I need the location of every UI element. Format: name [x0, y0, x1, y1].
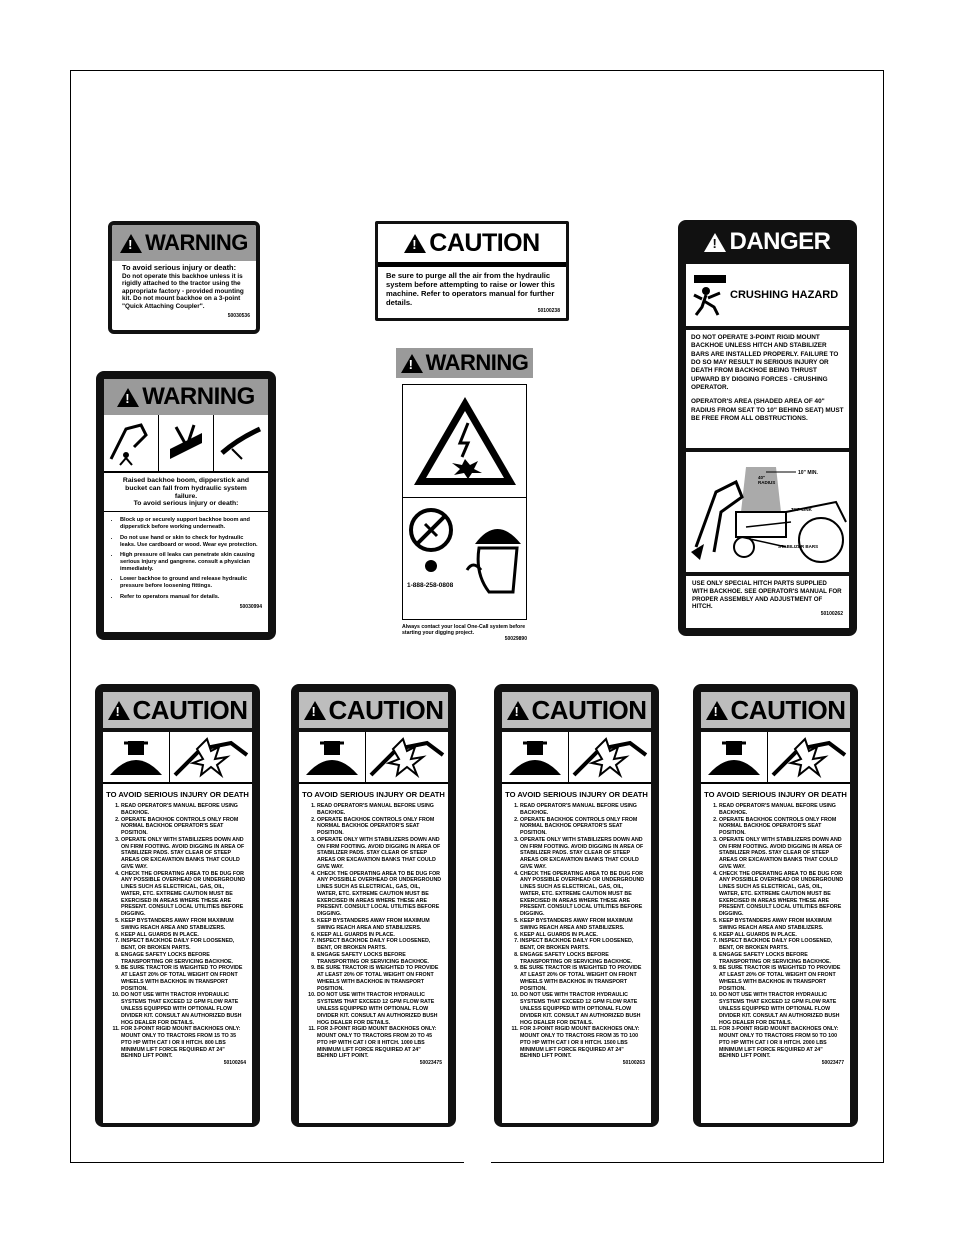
list-item: 9. BE SURE TRACTOR IS WEIGHTED TO PROVIDE AT LEAST 20% OF TOTAL WEIGHT ON FRONT WHEELS WITH BACKHOE IN TRANSPORT POSITION.	[317, 965, 442, 992]
alert-triangle-icon	[706, 701, 728, 720]
header-text: WARNING	[425, 350, 529, 375]
list-item: 11. FOR 3-POINT RIGID MOUNT BACKHOES ONLY: MOUNT ONLY TO TRACTORS FROM 35 TO 100 PTO HP WITH CAT I OR II HITCH. 1500 LBS MINIMUM LIFT FORCE REQUIRED AT 24" BEHIND LIFT POINT.	[520, 1026, 645, 1060]
overhead-line-pictogram	[768, 732, 850, 782]
decal-text: Be sure to purge all the air from the hydraulic system before attempting to raise or lower this machine. Refer to operators manual for further details.	[386, 271, 555, 307]
danger-crushing-decal	[678, 220, 857, 636]
decal-header	[502, 692, 651, 728]
part-number: 50100264	[223, 1060, 246, 1067]
list-item: 4. CHECK THE OPERATING AREA TO BE DUG FOR ANY POSSIBLE OVERHEAD OR UNDERGROUND LINES SUCH AS ELECTRICAL, GAS, OIL, WATER, ETC. EXTREME CAUTION MUST BE EXERCISED IN AREAS WHERE THESE ARE PRESENT. CONSULT LOCAL UTILITIES BEFORE DIGGING.	[719, 871, 844, 918]
electrical-hazard-icon	[410, 393, 520, 489]
hitch-diagram	[686, 452, 849, 572]
decal-header	[104, 379, 268, 415]
hazard-pictograms	[299, 732, 448, 784]
hazard-banner	[686, 264, 849, 326]
list-item: 10. DO NOT USE WITH TRACTOR HYDRAULIC SYSTEMS THAT EXCEED 12 GPM FLOW RATE UNLESS EQUIPPED WITH OPTIONAL FLOW DIVIDER KIT. CONSULT AN AUTHORIZED BUSH HOG DEALER FOR DETAILS.	[121, 992, 246, 1026]
header-text: CAUTION	[730, 694, 846, 725]
part-number: 50030536	[227, 313, 250, 320]
list-item: • Block up or securely support backhoe boom and dipperstick before working underneath.	[120, 517, 260, 530]
no-digging-and-worker-icon	[403, 504, 527, 604]
list-item: 7. INSPECT BACKHOE DAILY FOR LOOSENED, BENT, OR BROKEN PARTS.	[317, 938, 442, 952]
decal-content	[104, 415, 268, 632]
decal-content	[103, 732, 252, 1123]
decal-header	[103, 692, 252, 728]
list-item: 6. KEEP ALL GUARDS IN PLACE.	[719, 932, 844, 939]
part-number: 50030994	[239, 604, 262, 611]
decal-subtitle: Raised backhoe boom, dipperstick and bucket can fall from hydraulic system failure.	[122, 477, 250, 500]
one-call-phone: 1-888-258-0808	[407, 582, 454, 589]
list-item: 9. BE SURE TRACTOR IS WEIGHTED TO PROVIDE AT LEAST 20% OF TOTAL WEIGHT ON FRONT WHEELS WITH BACKHOE IN TRANSPORT POSITION.	[520, 965, 645, 992]
caution-instruction-list	[502, 803, 651, 1060]
backhoe-hitch-diagram	[686, 452, 849, 572]
list-item: 9. BE SURE TRACTOR IS WEIGHTED TO PROVIDE AT LEAST 20% OF TOTAL WEIGHT ON FRONT WHEELS WITH BACKHOE IN TRANSPORT POSITION.	[121, 965, 246, 992]
diagram-label-toplink: TOP LINK	[791, 507, 812, 512]
hydraulic-leak-pictogram	[159, 415, 214, 471]
danger-footer-text: USE ONLY SPECIAL HITCH PARTS SUPPLIED WITH BACKHOE. SEE OPERATOR'S MANUAL FOR PROPER ASSEMBLY AND ADJUSTMENT OF HITCH.	[692, 580, 842, 611]
decal-content	[701, 732, 850, 1123]
part-number: 50029890	[504, 636, 527, 643]
decal-subtitle: To avoid serious injury or death:	[122, 263, 237, 272]
rollover-pictogram	[502, 732, 569, 782]
list-item: 6. KEEP ALL GUARDS IN PLACE.	[520, 932, 645, 939]
decal-header	[378, 224, 566, 264]
list-item: 2. OPERATE BACKHOE CONTROLS ONLY FROM NORMAL BACKHOE OPERATOR'S SEAT POSITION.	[520, 817, 645, 837]
list-item: 11. FOR 3-POINT RIGID MOUNT BACKHOES ONLY: MOUNT ONLY TO TRACTORS FROM 20 TO 45 PTO HP WITH CAT I OR II HITCH. 1000 LBS MINIMUM LIFT FORCE REQUIRED AT 24" BEHIND LIFT POINT.	[317, 1026, 442, 1060]
caution-safety-decal-4	[693, 684, 858, 1127]
one-call-pictogram	[403, 498, 526, 618]
list-item: 3. OPERATE ONLY WITH STABILIZERS DOWN AND ON FIRM FOOTING. AVOID DIGGING IN AREA OF STABILIZER PADS. STAY CLEAR OF STEEP AREAS OR EXCAVATION BANKS THAT COULD GIVE WAY.	[317, 837, 442, 871]
list-item: 11. FOR 3-POINT RIGID MOUNT BACKHOES ONLY: MOUNT ONLY TO TRACTORS FROM 50 TO 100 PTO HP WITH CAT I OR II HITCH. 2000 LBS MINIMUM LIFT FORCE REQUIRED AT 24" BEHIND LIFT POINT.	[719, 1026, 844, 1060]
list-item: • High pressure oil leaks can penetrate skin causing serious injury and gangrene. consult a physician immediately.	[120, 552, 260, 572]
danger-instructions	[686, 330, 849, 448]
list-item: 5. KEEP BYSTANDERS AWAY FROM MAXIMUM SWING REACH AREA AND STABILIZERS.	[317, 918, 442, 932]
alert-triangle-icon	[401, 354, 423, 373]
hazard-pictograms	[103, 732, 252, 784]
hazard-title: CRUSHING HAZARD	[730, 289, 839, 301]
list-item: 2. OPERATE BACKHOE CONTROLS ONLY FROM NORMAL BACKHOE OPERATOR'S SEAT POSITION.	[121, 817, 246, 837]
decal-content	[502, 732, 651, 1123]
list-item: 10. DO NOT USE WITH TRACTOR HYDRAULIC SYSTEMS THAT EXCEED 12 GPM FLOW RATE UNLESS EQUIPPED WITH OPTIONAL FLOW DIVIDER KIT. CONSULT AN AUTHORIZED BUSH HOG DEALER FOR DETAILS.	[317, 992, 442, 1026]
list-item: • Refer to operators manual for details.	[120, 594, 260, 601]
list-item: 5. KEEP BYSTANDERS AWAY FROM MAXIMUM SWING REACH AREA AND STABILIZERS.	[121, 918, 246, 932]
caution-safety-decal-1	[95, 684, 260, 1127]
header-text: CAUTION	[429, 228, 540, 257]
list-item: 7. INSPECT BACKHOE DAILY FOR LOOSENED, BENT, OR BROKEN PARTS.	[520, 938, 645, 952]
part-number: 50023477	[821, 1060, 844, 1067]
part-number: 50023475	[419, 1060, 442, 1067]
alert-triangle-icon	[507, 701, 529, 720]
diagram-label-stabilizer: STABILIZER BARS	[778, 544, 819, 549]
decal-content	[299, 732, 448, 1123]
caution-purge-decal	[375, 221, 569, 321]
danger-footer	[686, 576, 849, 628]
list-item: 4. CHECK THE OPERATING AREA TO BE DUG FOR ANY POSSIBLE OVERHEAD OR UNDERGROUND LINES SUCH AS ELECTRICAL, GAS, OIL, WATER, ETC. EXTREME CAUTION MUST BE EXERCISED IN AREAS WHERE THESE ARE PRESENT. CONSULT LOCAL UTILITIES BEFORE DIGGING.	[520, 871, 645, 918]
decal-subtitle-2: To avoid serious injury or death:	[104, 500, 268, 512]
list-item: 11. FOR 3-POINT RIGID MOUNT BACKHOES ONLY: MOUNT ONLY TO TRACTORS FROM 15 TO 35 PTO HP WITH CAT I OR II HITCH. 800 LBS MINIMUM LIFT FORCE REQUIRED AT 24" BEHIND LIFT POINT.	[121, 1026, 246, 1060]
list-item: 3. OPERATE ONLY WITH STABILIZERS DOWN AND ON FIRM FOOTING. AVOID DIGGING IN AREA OF STABILIZER PADS. STAY CLEAR OF STEEP AREAS OR EXCAVATION BANKS THAT COULD GIVE WAY.	[121, 837, 246, 871]
decal-header	[682, 224, 853, 260]
hazard-pictograms	[701, 732, 850, 784]
list-item: 5. KEEP BYSTANDERS AWAY FROM MAXIMUM SWING REACH AREA AND STABILIZERS.	[520, 918, 645, 932]
electrical-explosion-pictogram	[403, 385, 526, 498]
header-text: WARNING	[142, 383, 255, 410]
part-number: 50100238	[537, 307, 560, 314]
list-item: 3. OPERATE ONLY WITH STABILIZERS DOWN AND ON FIRM FOOTING. AVOID DIGGING IN AREA OF STABILIZER PADS. STAY CLEAR OF STEEP AREAS OR EXCAVATION BANKS THAT COULD GIVE WAY.	[520, 837, 645, 871]
list-item: 4. CHECK THE OPERATING AREA TO BE DUG FOR ANY POSSIBLE OVERHEAD OR UNDERGROUND LINES SUCH AS ELECTRICAL, GAS, OIL, WATER, ETC. EXTREME CAUTION MUST BE EXERCISED IN AREAS WHERE THESE ARE PRESENT. CONSULT LOCAL UTILITIES BEFORE DIGGING.	[121, 871, 246, 918]
skin-injection-pictogram	[214, 415, 268, 471]
decal-header	[701, 692, 850, 728]
list-item: 7. INSPECT BACKHOE DAILY FOR LOOSENED, BENT, OR BROKEN PARTS.	[121, 938, 246, 952]
warning-onecall-decal	[396, 348, 533, 651]
overhead-line-pictogram	[366, 732, 448, 782]
onecall-pictograms	[402, 384, 527, 620]
list-item: 1. READ OPERATOR'S MANUAL BEFORE USING BACKHOE.	[719, 803, 844, 817]
decal-subtitle: TO AVOID SERIOUS INJURY OR DEATH	[302, 790, 445, 799]
decal-subtitle: TO AVOID SERIOUS INJURY OR DEATH	[106, 790, 249, 799]
caution-instruction-list	[299, 803, 448, 1060]
list-item: 6. KEEP ALL GUARDS IN PLACE.	[317, 932, 442, 939]
list-item: 1. READ OPERATOR'S MANUAL BEFORE USING BACKHOE.	[520, 803, 645, 817]
list-item: 8. ENGAGE SAFETY LOCKS BEFORE TRANSPORTING OR SERVICING BACKHOE.	[719, 952, 844, 966]
caution-safety-decal-2	[291, 684, 456, 1127]
danger-text-1: DO NOT OPERATE 3-POINT RIGID MOUNT BACKHOE UNLESS HITCH AND STABILIZER BARS ARE INSTALLED PROPERLY. FAILURE TO DO SO MAY RESULT IN SERIOUS INJURY OR DEATH FROM BACKHOE BEING THRUST UPWARD BY DIGGING FORCES - CRUSHING OPERATOR.	[691, 334, 839, 391]
hydraulic-warning-list	[104, 512, 268, 600]
rollover-pictogram	[299, 732, 366, 782]
list-item: 3. OPERATE ONLY WITH STABILIZERS DOWN AND ON FIRM FOOTING. AVOID DIGGING IN AREA OF STABILIZER PADS. STAY CLEAR OF STEEP AREAS OR EXCAVATION BANKS THAT COULD GIVE WAY.	[719, 837, 844, 871]
header-text: CAUTION	[132, 694, 248, 725]
list-item: • Lower backhoe to ground and release hydraulic pressure before loosening fittings.	[120, 576, 260, 589]
diagram-label-min: 10" MIN.	[798, 470, 818, 476]
bottom-rule-left	[70, 1162, 464, 1163]
diagram-label-radius: 40" RADIUS	[758, 475, 776, 485]
onecall-footer-text: Always contact your local One-Call system before starting your digging project.	[402, 624, 526, 637]
list-item: 2. OPERATE BACKHOE CONTROLS ONLY FROM NORMAL BACKHOE OPERATOR'S SEAT POSITION.	[719, 817, 844, 837]
list-item: 1. READ OPERATOR'S MANUAL BEFORE USING BACKHOE.	[121, 803, 246, 817]
caution-instruction-list	[103, 803, 252, 1060]
list-item: 2. OPERATE BACKHOE CONTROLS ONLY FROM NORMAL BACKHOE OPERATOR'S SEAT POSITION.	[317, 817, 442, 837]
list-item: 1. READ OPERATOR'S MANUAL BEFORE USING BACKHOE.	[317, 803, 442, 817]
list-item: 10. DO NOT USE WITH TRACTOR HYDRAULIC SYSTEMS THAT EXCEED 12 GPM FLOW RATE UNLESS EQUIPPED WITH OPTIONAL FLOW DIVIDER KIT. CONSULT AN AUTHORIZED BUSH HOG DEALER FOR DETAILS.	[520, 992, 645, 1026]
hazard-pictograms	[502, 732, 651, 784]
list-item: 8. ENGAGE SAFETY LOCKS BEFORE TRANSPORTING OR SERVICING BACKHOE.	[520, 952, 645, 966]
warning-hydraulic-decal	[96, 371, 276, 640]
header-text: WARNING	[145, 230, 248, 255]
list-item: 8. ENGAGE SAFETY LOCKS BEFORE TRANSPORTING OR SERVICING BACKHOE.	[121, 952, 246, 966]
decal-subtitle: TO AVOID SERIOUS INJURY OR DEATH	[505, 790, 648, 799]
alert-triangle-icon	[108, 701, 130, 720]
decal-header	[396, 348, 533, 378]
danger-text-2: OPERATOR'S AREA (SHADED AREA OF 40" RADIUS FROM SEAT TO 10" BEHIND SEAT) MUST BE FREE FROM ALL OBSTRUCTIONS.	[691, 398, 844, 422]
part-number: 50100263	[622, 1060, 645, 1067]
list-item: • Do not use hand or skin to check for hydraulic leaks. Use cardboard or wood. Wear eye protection.	[120, 535, 260, 548]
list-item: 8. ENGAGE SAFETY LOCKS BEFORE TRANSPORTING OR SERVICING BACKHOE.	[317, 952, 442, 966]
header-text: CAUTION	[531, 694, 647, 725]
alert-triangle-icon	[404, 234, 426, 253]
decal-header	[299, 692, 448, 728]
list-item: 10. DO NOT USE WITH TRACTOR HYDRAULIC SYSTEMS THAT EXCEED 12 GPM FLOW RATE UNLESS EQUIPPED WITH OPTIONAL FLOW DIVIDER KIT. CONSULT AN AUTHORIZED BUSH HOG DEALER FOR DETAILS.	[719, 992, 844, 1026]
warning-coupler-decal	[108, 221, 260, 334]
falling-boom-pictogram	[104, 415, 159, 471]
overhead-line-pictogram	[569, 732, 651, 782]
list-item: 7. INSPECT BACKHOE DAILY FOR LOOSENED, BENT, OR BROKEN PARTS.	[719, 938, 844, 952]
overhead-line-pictogram	[170, 732, 252, 782]
header-text: DANGER	[729, 228, 831, 255]
alert-triangle-icon	[120, 234, 142, 253]
rollover-pictogram	[103, 732, 170, 782]
list-item: 5. KEEP BYSTANDERS AWAY FROM MAXIMUM SWING REACH AREA AND STABILIZERS.	[719, 918, 844, 932]
alert-triangle-icon	[117, 388, 139, 407]
decal-subtitle: TO AVOID SERIOUS INJURY OR DEATH	[704, 790, 847, 799]
list-item: 9. BE SURE TRACTOR IS WEIGHTED TO PROVIDE AT LEAST 20% OF TOTAL WEIGHT ON FRONT WHEELS WITH BACKHOE IN TRANSPORT POSITION.	[719, 965, 844, 992]
list-item: 6. KEEP ALL GUARDS IN PLACE.	[121, 932, 246, 939]
decal-text: Do not operate this backhoe unless it is rigidly attached to the tractor using the appropriate factory - provided mounting kit. Do not mount backhoe on a 3-point "Quick Attaching Coupler".	[122, 272, 244, 310]
hazard-pictograms	[104, 415, 268, 473]
part-number: 50100262	[820, 611, 843, 617]
alert-triangle-icon	[704, 233, 726, 252]
caution-safety-decal-3	[494, 684, 659, 1127]
rollover-pictogram	[701, 732, 768, 782]
bottom-rule-right	[491, 1162, 883, 1163]
header-text: CAUTION	[328, 694, 444, 725]
alert-triangle-icon	[304, 701, 326, 720]
decal-header	[112, 225, 256, 261]
crushing-hazard-icon	[692, 273, 728, 317]
list-item: 4. CHECK THE OPERATING AREA TO BE DUG FOR ANY POSSIBLE OVERHEAD OR UNDERGROUND LINES SUCH AS ELECTRICAL, GAS, OIL, WATER, ETC. EXTREME CAUTION MUST BE EXERCISED IN AREAS WHERE THESE ARE PRESENT. CONSULT LOCAL UTILITIES BEFORE DIGGING.	[317, 871, 442, 918]
caution-instruction-list	[701, 803, 850, 1060]
